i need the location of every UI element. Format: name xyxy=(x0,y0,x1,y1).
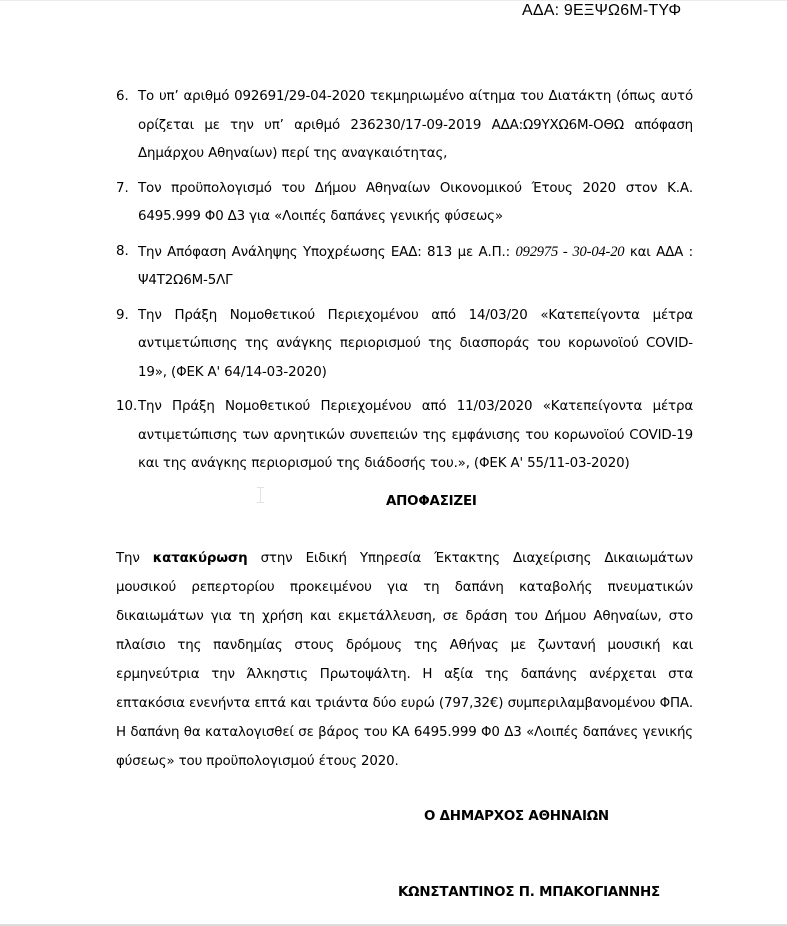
list-item-number: 10. xyxy=(116,399,138,414)
list-item-text: Τον προϋπολογισμό του Δήμου Αθηναίων Οικονομικού Έτους 2020 στον Κ.Α. 6495.999 Φ0 Δ3 για «Λοιπές δαπάνες γενικής φύσεως» xyxy=(138,180,693,224)
list-item-number: 9. xyxy=(116,307,129,323)
list-item xyxy=(116,302,693,388)
list-item xyxy=(116,83,693,169)
decision-intro: Την xyxy=(116,551,153,567)
considerations-list xyxy=(116,83,693,485)
ada-code: ΑΔΑ: 9ΕΞΨΩ6Μ-ΤΥΦ xyxy=(522,2,682,19)
text-cursor-icon xyxy=(257,487,264,503)
list-item xyxy=(116,393,693,479)
list-item-text-before: Την Απόφαση Ανάληψης Υποχρέωσης ΕΑΔ: 813 με Α.Π.: xyxy=(138,244,516,260)
list-item-text: Την Πράξη Νομοθετικού Περιεχομένου από 11/03/2020 «Κατεπείγοντα μέτρα αντιμετώπισης των αρνητικών συνεπειών της εμφάνισης του κορωνοϊού COVID-19 και της ανάγκης περιορισμού της διάδοσής του.», (ΦΕΚ Α' 55/11-03-2020) xyxy=(138,399,693,471)
list-item-number: 8. xyxy=(116,243,129,259)
decision-body: στην Ειδική Υπηρεσία Έκτακτης Διαχείρισης Δικαιωμάτων μουσικού ρεπερτορίου προκειμένου για τη δαπάνη καταβολής πνευματικών δικαιωμάτων για τη χρήση και εκμετάλλευση, σε δράση του Δήμου Αθηναίων, στο πλαίσιο της πανδημίας στους δρόμους της Αθήνας με ζωντανή μουσική και ερμηνεύτρια την Άλκηστις Πρωτοψάλτη. Η αξία της δαπάνης ανέρχεται στα επτακόσια ενενήντα επτά και τριάντα δύο ευρώ (797,32€) συμπεριλαμβανομένου ΦΠΑ. Η δαπάνη θα καταλογισθεί σε βάρος του ΚΑ 6495.999 Φ0 Δ3 «Λοιπές δαπάνες γενικής φύσεως» του προϋπολογισμού έτους 2020. xyxy=(116,551,693,770)
list-item-number: 7. xyxy=(116,180,129,196)
protocol-number: 092975 - 30-04-20 xyxy=(515,243,625,260)
decision-heading: ΑΠΟΦΑΣΙΖΕΙ xyxy=(386,494,477,509)
list-item xyxy=(116,175,693,232)
list-item-text-after: και ΑΔΑ : Ψ4Τ2Ω6Μ-5ΛΓ xyxy=(138,244,693,288)
list-item-text xyxy=(138,238,693,296)
list-item-text: Το υπ’ αριθμό 092691/29-04-2020 τεκμηριωμένο αίτημα του Διατάκτη (όπως αυτό ορίζεται με την υπ’ αριθμό 236230/17-09-2019 ΑΔΑ:Ω9ΥΧΩ6Μ-ΟΘΩ απόφαση Δημάρχου Αθηναίων) περί της αναγκαιότητας, xyxy=(138,89,693,161)
signature-name: ΚΩΝΣΤΑΝΤΙΝΟΣ Π. ΜΠΑΚΟΓΙΑΝΝΗΣ xyxy=(398,885,660,900)
signature-title: Ο ΔΗΜΑΡΧΟΣ ΑΘΗΝΑΙΩΝ xyxy=(424,809,609,824)
list-item-text: Την Πράξη Νομοθετικού Περιεχομένου από 14/03/20 «Κατεπείγοντα μέτρα αντιμετώπισης της ανάγκης περιορισμού της διασποράς του κορωνοϊού COVID-19», (ΦΕΚ Α' 64/14-03-2020) xyxy=(138,307,693,380)
decision-paragraph xyxy=(116,544,693,776)
list-item xyxy=(116,238,693,296)
page-top-edge xyxy=(0,0,787,1)
list-item-number: 6. xyxy=(116,89,129,104)
decision-bold-term: κατακύρωση xyxy=(152,551,248,567)
